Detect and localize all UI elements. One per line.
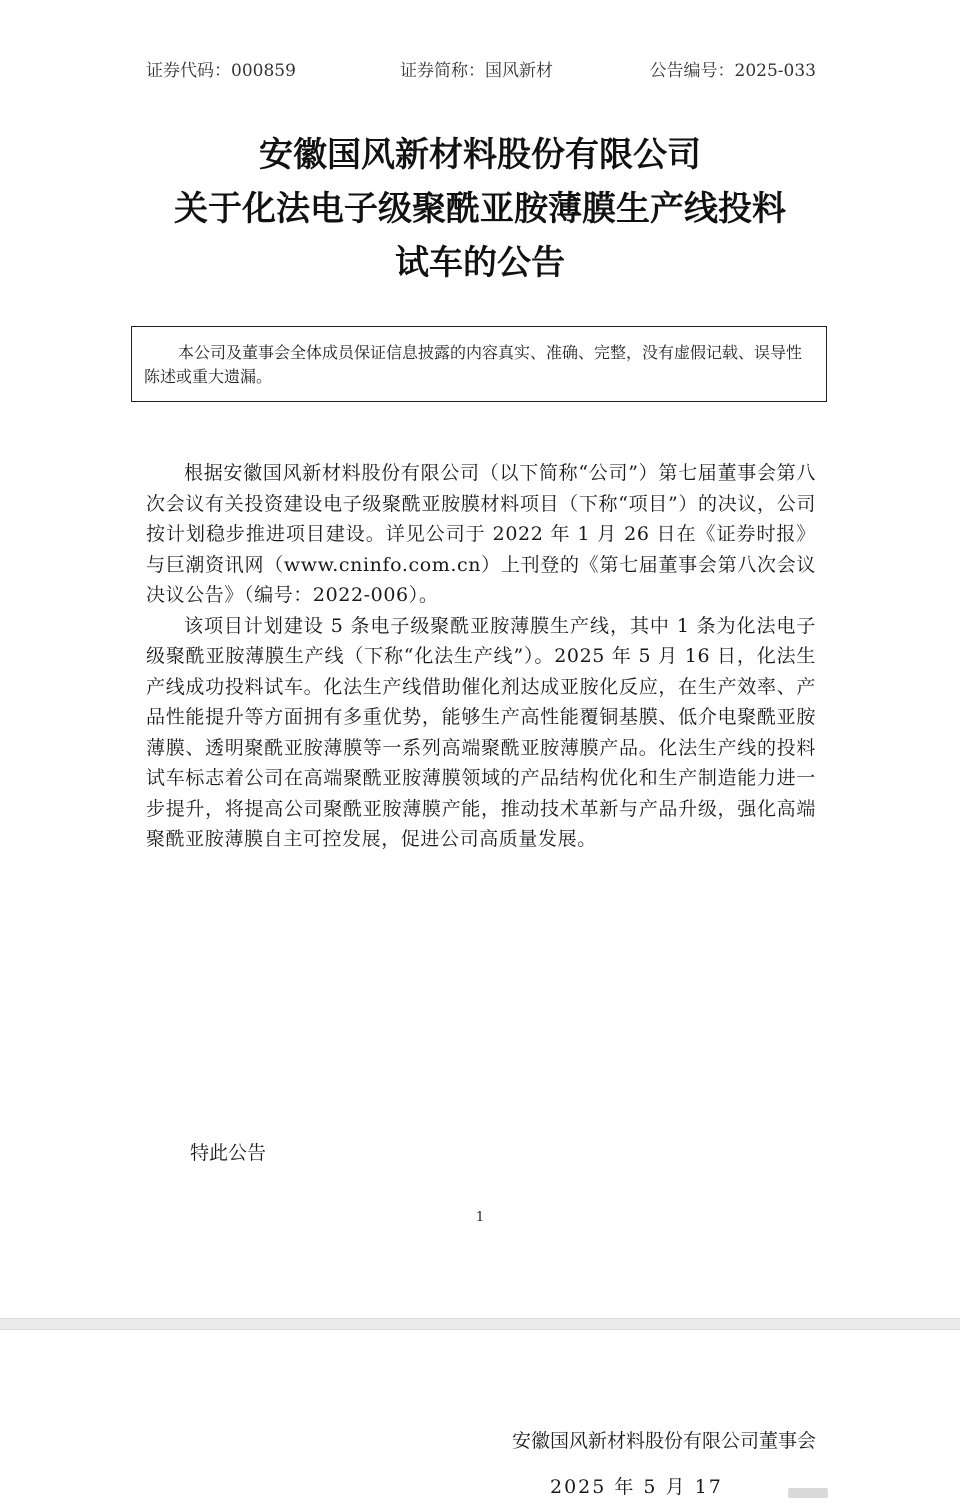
title-line-1: 安徽国风新材料股份有限公司 xyxy=(259,135,701,175)
closing-remark: 特此公告 xyxy=(190,1142,267,1164)
disclosure-notice-box xyxy=(131,326,827,402)
security-code: 证券代码：000859 xyxy=(146,61,296,81)
page-number: 1 xyxy=(475,1210,485,1225)
security-abbreviation: 证券简称：国风新材 xyxy=(400,61,553,81)
announcement-body xyxy=(146,458,816,855)
page-separator xyxy=(0,1318,960,1330)
announcement-date: 2025 年 5 月 17 xyxy=(550,1476,723,1498)
body-paragraph-1: 根据安徽国风新材料股份有限公司（以下简称“公司”）第七届董事会第八次会议有关投资建设电子级聚酰亚胺膜材料项目（下称“项目”）的决议，公司按计划稳步推进项目建设。详见公司于 2022 年 1 月 26 日在《证券时报》与巨潮资讯网（www.cninfo.com.cn）上刊登的《第七届董事会第八次会议决议公告》（编号：2022-006）。 xyxy=(146,462,816,606)
watermark-mark xyxy=(788,1488,828,1498)
body-paragraph-2: 该项目计划建设 5 条电子级聚酰亚胺薄膜生产线，其中 1 条为化法电子级聚酰亚胺薄膜生产线（下称“化法生产线”）。2025 年 5 月 16 日，化法生产线成功投料试车。化法生产线借助催化剂达成亚胺化反应，在生产效率、产品性能提升等方面拥有多重优势，能够生产高性能覆铜基膜、低介电聚酰亚胺薄膜、透明聚酰亚胺薄膜等一系列高端聚酰亚胺薄膜产品。化法生产线的投料试车标志着公司在高端聚酰亚胺薄膜领域的产品结构优化和生产制造能力进一步提升，将提高公司聚酰亚胺薄膜产能，推动技术革新与产品升级，强化高端聚酰亚胺薄膜自主可控发展，促进公司高质量发展。 xyxy=(146,614,816,850)
disclosure-notice-text: 本公司及董事会全体成员保证信息披露的内容真实、准确、完整，没有虚假记载、误导性陈述或重大遗漏。 xyxy=(144,343,803,386)
announcement-title xyxy=(60,128,900,290)
document-header xyxy=(146,56,816,82)
title-line-2: 关于化法电子级聚酰亚胺薄膜生产线投料 xyxy=(174,189,786,229)
announcement-number: 公告编号：2025-033 xyxy=(649,61,816,81)
title-line-3: 试车的公告 xyxy=(395,243,565,283)
signature-board: 安徽国风新材料股份有限公司董事会 xyxy=(511,1430,816,1452)
